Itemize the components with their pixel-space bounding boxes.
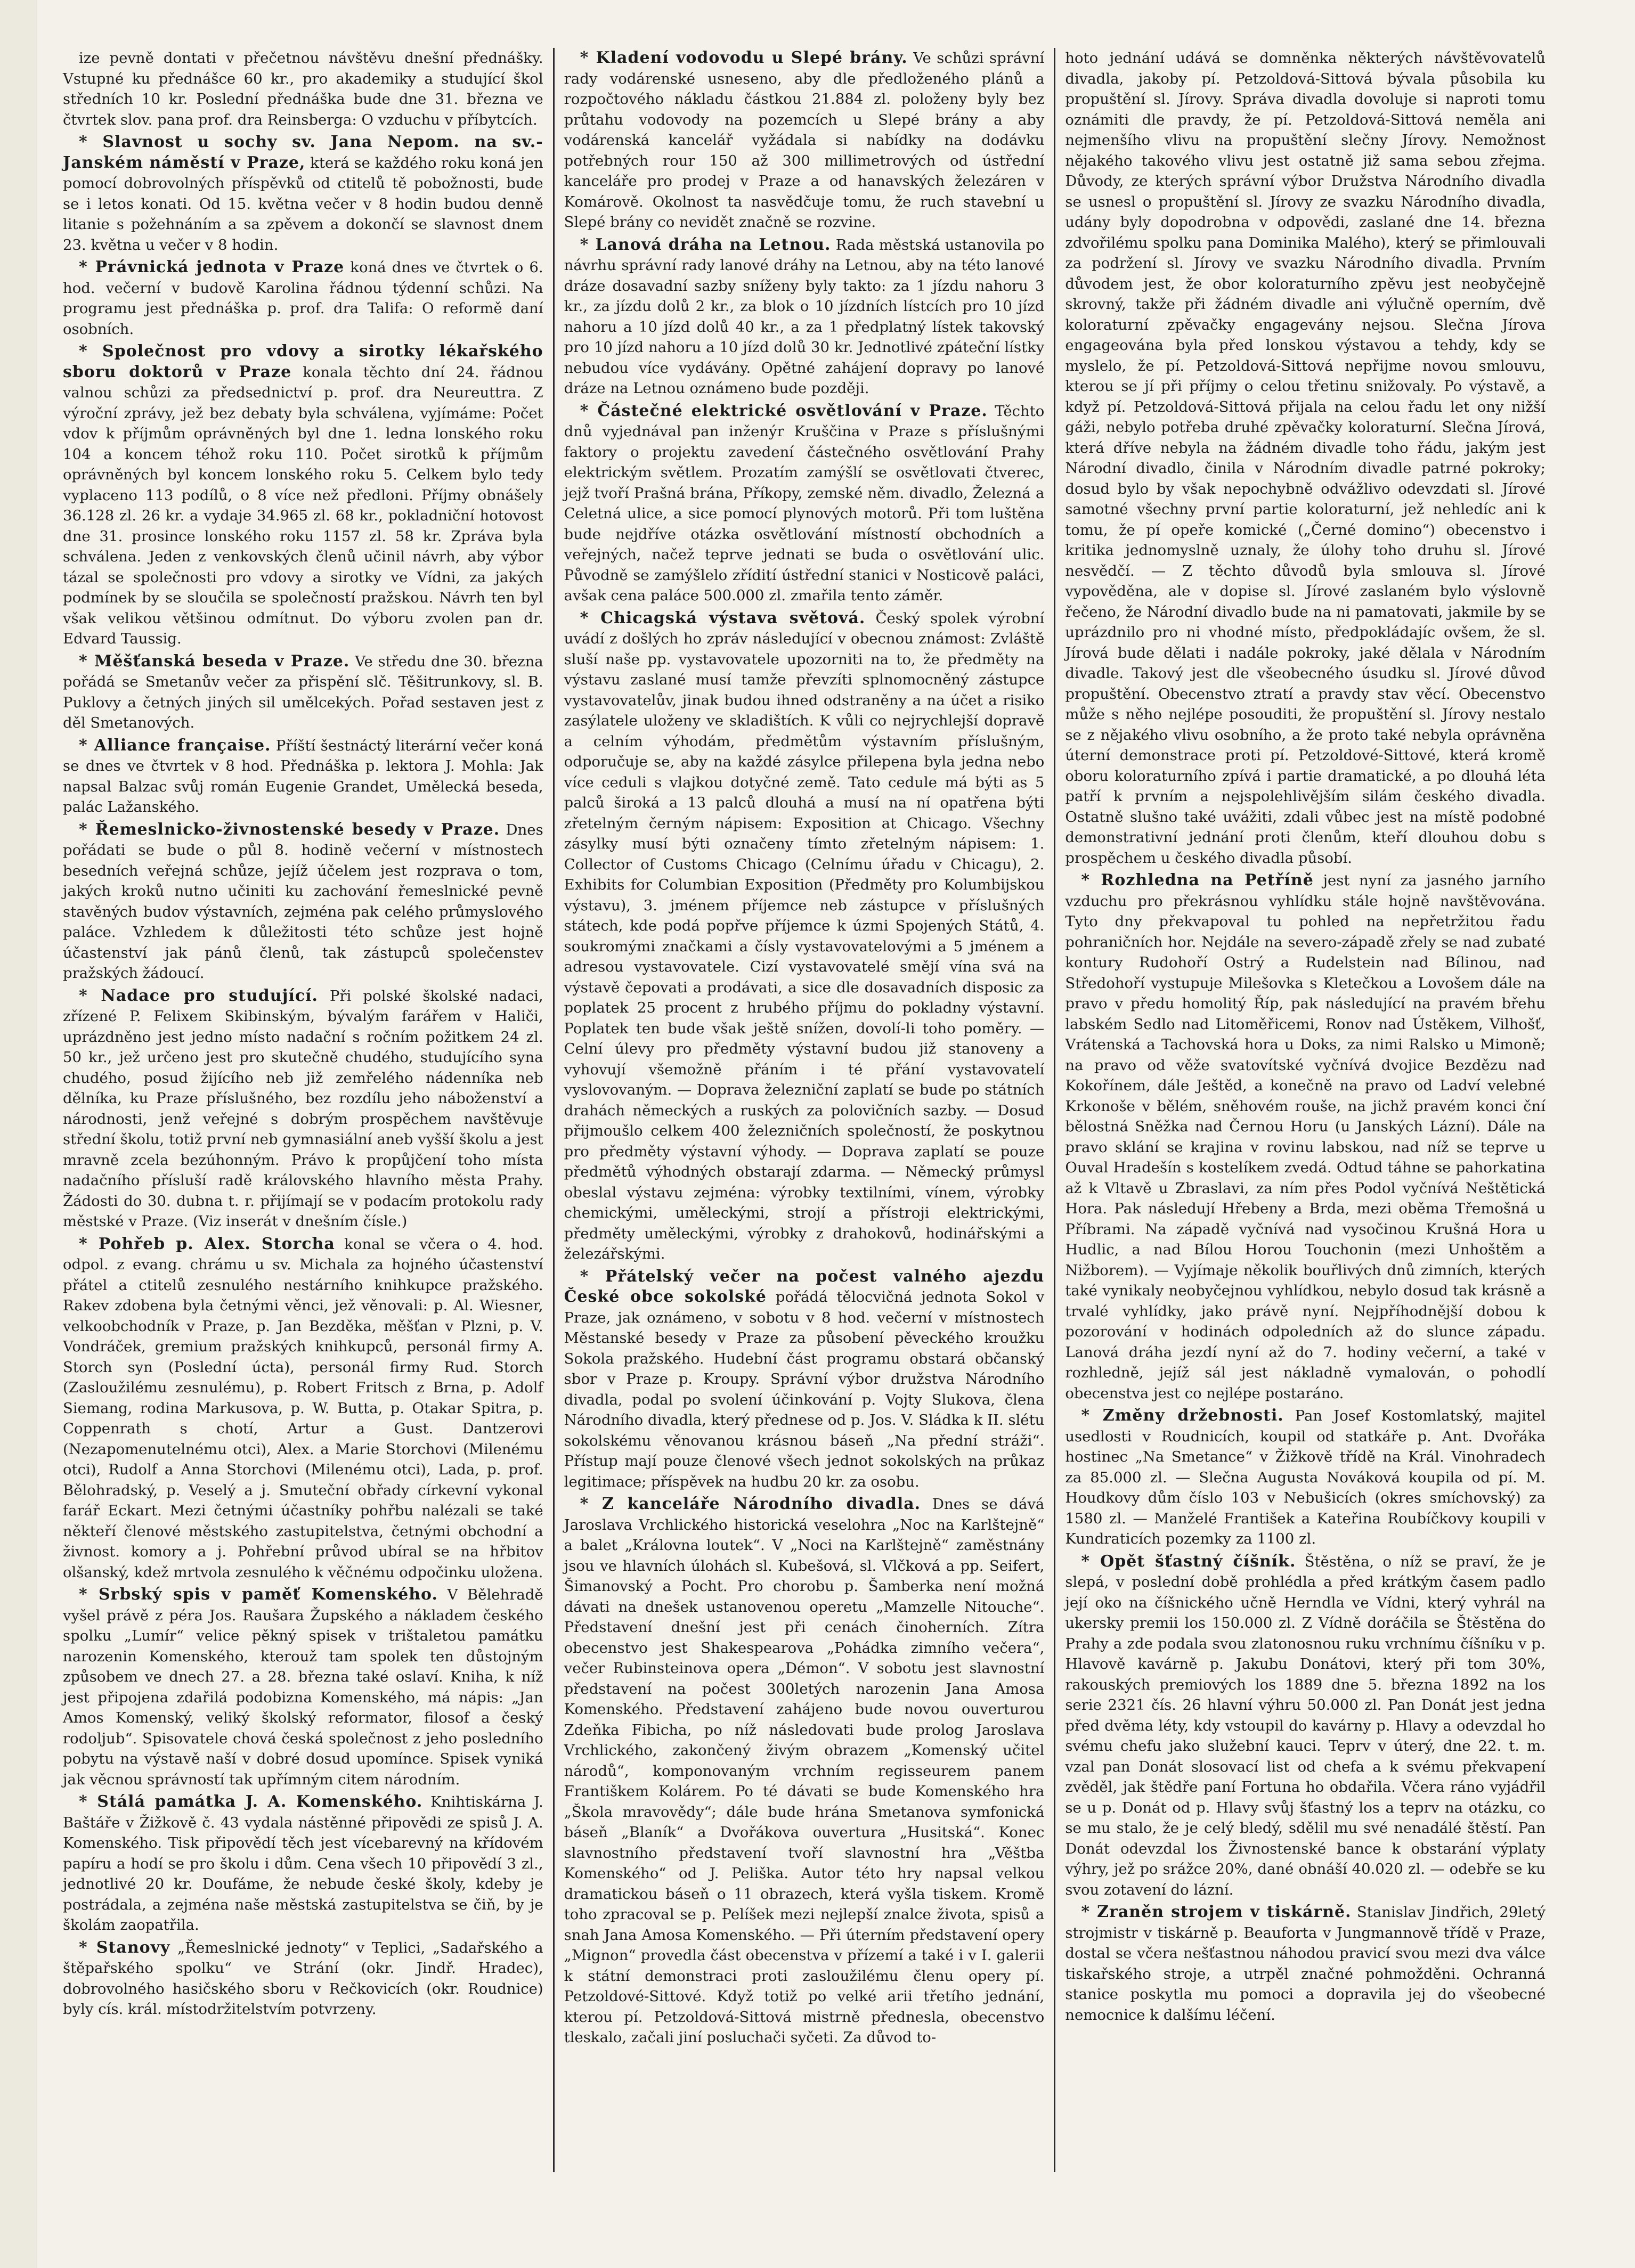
article-paragraph <box>63 820 543 984</box>
columns <box>53 48 1555 2172</box>
article-text: konala těchto dní 24. řádnou valnou schůzi za předsednictví p. prof. dra Neureuttra. Z výroční zprávy, jež bez debaty byla schválena, vyjímáme: Počet vdov k příjmům oprávněných byl dne 1. ledna lonského roku 104 a koncem téhož roku 110. Počet sirotků k příjmům oprávněných byl koncem lonského roku 5. Celkem bylo tedy vyplaceno 113 podílů, o 8 více než předloni. Příjmy obnášely 36.128 zl. 26 kr. a vydaje 34.965 zl. 68 kr., pokladniční hotovost dne 31. prosince lonského roku 1157 zl. 58 kr. Zpráva byla schválena. Jeden z venkovských členů učinil návrh, aby výbor tázal se společnosti pro vdovy a sirotky ve Vídni, za jakých podmínek by se sloučila se společností pražskou. Návrh ten byl však velikou většinou odmítnut. Do výboru zvolen pan dr. Edvard Taussig. <box>63 363 543 647</box>
article-headline: * Přátelský večer na počest valného ajezdu České obce sokolské <box>564 1267 1045 1306</box>
article-text: V Bělehradě vyšel právě z péra Jos. Raušara Župského a nákladem českého spolku „Lumír“ velice pěkný spisek v trištaletou památku narozenin Komenského, kterouž tam spolek ten důstojným způsobem ve dnech 27. a 28. března také oslaví. Kniha, k níž jest připojena zdařilá podobizna Komenského, má nápis: „Jan Amos Komenský, veliký školský reformator, filosof a český rodoljub“. Spisovatele chová česká společnost z jeho posledního pobytu na výstavě naší v dobré dosud upomínce. Spisek vyniká jak věcnou správností tak upřímným citem národním. <box>63 1586 543 1788</box>
article-headline: * Právnická jednota v Praze <box>79 258 345 276</box>
column-2 <box>555 48 1054 2172</box>
article-paragraph <box>1065 1902 1545 2025</box>
column-3 <box>1055 48 1555 2172</box>
article-paragraph <box>1065 1406 1545 1549</box>
article-text: hoto jednání udává se domněnka některých návštěvovatelů divadla, jakoby pí. Petzoldová-Sittová bývala působila ku propuštění sl. Jírovy. Správa divadla dovoluje si naproti tomu oznámiti dle pravdy, že pí. Petzoldová-Sittová neměla ani nejmenšího vlivu na propuštění slečny Jírovy. Nemožnost nějakého takového vlivu jest ostatně již sama sebou zřejma. Důvody, ze kterých správní výbor Družstva Národního divadla se usnesl o propuštění sl. Jírovy ze svazku Národního divadla, udány byly dopodrobna v odpovědi, zaslané dne 14. března zdvořilému spolku pana Dominika Malého), který se přimlouvali za podržení sl. Jírovy ve svazku Národního divadla. Prvním důvodem jest, že obor koloraturního zpěvu jest neobyčejně skrovný, takže při žádném divadle ani výlučně operním, dvě koloraturní zpěvačky engagevány nejsou. Slečna Jírova engageována byla před lonskou výstavou a tehdy, kdy se myslelo, že pí. Petzoldová-Sittová nepřijme novou smlouvu, kterou se jí při příjmy o celou třetinu snižovaly. Po výstavě, a když pí. Petzoldová-Sittová přijala na celou řadu let ony nižší gáži, nebylo potřeba druhé zpěvačky koloraturní. Slečna Jírová, která dříve nebyla na žádném divadle toho řádu, jakým jest Národní divadlo, činila v Národním divadle patrné pokroky; dosud bylo by však nepochybně odvážlivo odevzdati sl. Jírové samotné všechny první partie koloraturní, jež nehledíc ani k tomu, že pí opeře komické („Černé domino“) obecenstvo i kritika jednomyslně uznaly, že úlohy toho druhu sl. Jírové nesvědčí. — Z těchto důvodů byla smlouva sl. Jírové vypověděna, ale v dopise sl. Jírové zaslaném bylo výslovně řečeno, že Národní divadlo bude na ni pamatovati, jakmile by se uprázdnilo pro ni vhodné místo, předpokládajíc ovšem, že sl. Jírová bude dělati i nadále pokroky, jaké dělala v Národním divadle. Takový jest dle všeobecného úsudku sl. Jírové důvod propuštění. Obecenstvo ztratí a pravdy stav věcí. Obecenstvo může s něho nejlépe posouditi, že propuštění sl. Jírovy nestalo se z nějakého vlivu osobního, a že proto také nebyla oprávněna úterní demonstrace proti pí. Petzoldové-Sittové, která kromě oboru koloraturního zpívá i partie dramatické, a po dlouhá léta patří k prvním a nejspolehlivějším silám českého divadla. Ostatně slušno také uvážiti, zdali vůbec jest na místě podobné demonstrativní jednání proti členům, kteří dlouhou dobu s prospěchem u českého divadla působí. <box>1065 50 1546 867</box>
article-headline: * Zraněn strojem v tiskárně. <box>1081 1903 1352 1921</box>
article-paragraph <box>63 257 543 339</box>
article-text: Štěstěna, o níž se praví, že je slepá, v poslední době prohlédla a před krátkým časem padlo její oko na číšnického učně Herndla ve Vídni, který vyhrál na ukersky premii los 150.000 zl. Z Vídně doráčila se Štěstěna do Prahy a zde podala svou zlatonosnou ruku vrchnímu číšníku v p. Hlavově kavárně p. Jakubu Donátovi, který při tom 30%, rakouských premiových los 1889 dne 5. března 1892 na los serie 2321 čís. 26 hlavní výhru 50.000 zl. Pan Donát jest jedna před dvěma léty, kdy vstoupil do kavárny p. Hlavy a odevzdal ho svému chefu jako služební kauci. Teprv v úterý, dne 22. t. m. vzal pan Donát slosovací list od chefa a k svému překvapení zvěděl, jak štědře paní Fortuna ho obdařila. Včera ráno vyjádřil se u p. Donát od p. Hlavy svůj šťastný los a teprv na otázku, co se mu stalo, že je celý bledý, sdělil mu své nenadálé štěstí. Pan Donát odevzdal los Živnostenské bance k obstarání výplaty výhry, jež po srážce 20%, dané obnáší 40.020 zl. — odebře se ku svou zotavení do lázní. <box>1065 1553 1546 1898</box>
article-text: Ve schůzi správní rady vodárenské usneseno, aby dle předloženého plánů a rozpočtového nákladu částkou 21.884 zl. položeny byly bez průtahu vodovody na pozemcích u Slepé brány a aby vodárenská kancelář vyžádala si nabídky na dodávku potřebných rour 150 až 300 millimetrových od ústřední kanceláře pro prodej v Praze a od hanavských železáren v Komárově. Okolnost ta nasvědčuje tomu, že ruch stavební u Slepé brány co nevidět značně se rozvine. <box>564 50 1045 231</box>
article-text: Knihtiskárna J. Baštáře v Žižkově č. 43 vydala nástěnné připovědi ze spisů J. A. Komenského. Tisk připovědí těch jest vícebarevný na křídovém papíru a hodí se pro školu i dům. Cena všech 10 připovědí 3 zl., jednotlivé 20 kr. Doufáme, že nebude české školy, kdeby je postrádala, a zejména naše městská zastupitelstva se čiň, by je školám zaopatřila. <box>63 1793 543 1933</box>
article-paragraph <box>1065 870 1545 1404</box>
article-headline: * Rozhledna na Petříně <box>1081 871 1314 890</box>
article-headline: * Stálá památka J. A. Komenského. <box>79 1792 423 1811</box>
article-text: Ve středu dne 30. března pořádá se Smetanův večer za přispění slč. Těšitrunkovy, sl. B. Puklovy a četných jiných sil umělcekých. Pořad sestaven jest z děl Smetanových. <box>63 652 543 731</box>
article-paragraph <box>63 1938 543 2020</box>
article-headline: * Alliance française. <box>79 736 271 755</box>
article-headline: * Stanovy <box>79 1938 170 1957</box>
article-headline: * Pohřeb p. Alex. Storcha <box>79 1234 335 1253</box>
article-text: jest nyní za jasného jarního vzduchu pro překrásnou vyhlídku stále hojně navštěvována. Tyto dny překvapoval tu pohled na nepřetržitou řadu pohraničních hor. Nejdále na severo-západě zřely se nad zubaté kontury Rudohoří Ostrý a Rudelstein nad Bílinou, nad Středohoří vystupuje Milešovka s Kletečkou a Lovošem dále na pravo v předu homolitý Říp, pak následující na pravém břehu labském Sedlo nad Litoměřicemi, Ronov nad Ústěkem, Vilhošť, Vrátenská a Tachovská hora u Doks, za nimi Ralsko u Mimoně; na pravo od věže svatovítské vyčnívá dvojice Bezdězu nad Kokořínem, dále Ještěd, a konečně na pravo od Ladví velebné Krkonoše v bělém, sněhovém rouše, na jichž pravém konci ční bělostná Sněžka nad Černou Horu (u Janských Lázní). Dále na pravo sklání se krajina v rovinu labskou, nad níž se teprve u Ouval Hradešín s kostelíkem zvedá. Odtud táhne se pahorkatina až k Vltavě u Zbraslavi, za ním přes Podol vyčnívá Neštětická Hora. Pak následují Hřebeny a Brda, mezi oběma Třemošná u Příbrami. Na západě vyčnívá nad vysočinou Krušná Hora u Hudlic, a nad Bílou Horou Touchonin (mezi Unhoštěm a Nižborem). — Vyjímaje několik bouřlivých dnů zimních, kterých také vynikaly neobyčejnou vyhlídkou, nebylo dosud tak krásně a trvalé vyhlídky, jako právě nyní. Nejpříhodnější dobou k pozorování v hodinách odpoledních až do slunce západu. Lanová dráha jezdí nyní až do 7. hodiny večerní, a také v rozhledně, jejíž sál jest nákladně vymalován, o pohodlí obecenstva jest co nejlépe postaráno. <box>1065 872 1546 1402</box>
article-headline: * Srbský spis v paměť Komenského. <box>79 1585 438 1604</box>
article-headline: * Z kanceláře Národního divadla. <box>580 1495 921 1513</box>
article-headline: * Opět šťastný číšník. <box>1081 1552 1296 1571</box>
article-text: „Řemeslnické jednoty“ v Teplici, „Sadařského a štěpařského spolku“ ve Strání (okr. Jindř. Hradec), dobrovolného hasičského sboru v Rečkovicích (okr. Roudnice) byly cís. král. místodržitelstvím potvrzeny. <box>63 1939 543 2018</box>
article-text: koná dnes ve čtvrtek o 6. hod. večerní v budově Karolina řádnou týdenní schůzi. Na programu jest přednáška p. prof. dra Talifa: O reformě daní osobních. <box>63 259 543 338</box>
article-headline: * Slavnost u sochy sv. Jana Nepom. na sv.-Janském náměstí v Praze, <box>63 133 543 172</box>
article-text: Český spolek výrobní uvádí z došlých ho zpráv následující v obecnou známost: Zvláště sluší naše pp. vystavovatele upozorniti na to, že předměty na výstavu zaslané musí tamže převzíti splnomocněný zástupce vystavovatelův, jinak budou ihned odstraněny a na účet a risiko zasýlatele uloženy ve skladištích. K vůli co nejrychlejší dopravě a celním výhodám, předmětům výstavním příslušným, odporučuje se, aby na každé zásylce přilepena byla jedna nebo více ceduli s vlajkou dotyčné země. Tato cedule má býti as 5 palců široká a 13 palců dlouhá a musí na ní opatřena býti zřetelným černým nápisem: Exposition at Chicago. Všechny zásylky musí býti označeny tímto zřetelným nápisem: 1. Collector of Customs Chicago (Celnímu úřadu v Chicagu), 2. Exhibits for Columbian Exposition (Předměty pro Kolumbijskou výstavu), 3. jménem příjemce neb zástupce v příslušných státech, kde podá popřve příjemce k úzmi Spojených Států, 4. soukromými značkami a čísly vystavovatelovými a 5 jménem a adresou vystavovatele. Cizí vystavovatelé smějí vína svá na výstavě čepovati a prodávati, a sice dle dosavadních disposic za poplatek 25 procent z hrubého příjmu do pokladny výstavní. Poplatek ten bude však ještě snížen, dovolí-li toho poměry. — Celní úlevy pro předměty výstavní budou již stanoveny a vyhovují všemožně přáním i té přání vystavovatelí vyslovovaným. — Doprava železniční zaplatí se bude po státních drahách německých a ruských za polovičních sazby. — Dosud přijmoušlo celkem 400 železničních společností, že poskytnou pro předměty výstavní výhody. — Doprava zaplatí se pouze předmětů výhodných obstarají zdarma. — Německý průmysl obeslal výstavu zejména: výrobky textilními, vínem, výrobky chemickými, uměleckými, strojí a přístroji elektrickými, předměty uměleckými, výrobky z drahokovů, hodinářskými a železářskými. <box>564 609 1045 1262</box>
article-headline: * Nadace pro studující. <box>79 986 318 1005</box>
article-text: Při polské školské nadaci, zřízené P. Felixem Skibinským, bývalým farářem v Haliči, uprázdněno jest jedno místo nadační s ročním požitkem 24 zl. 50 kr., jež určeno jest pro skutečně chudého, studujícího syna chudého, posud žijícího neb již zemřelého nádenníka neb dělníka, ku Praze příslušného, bez rozdílu jeho náboženství a národnosti, jenž veřejné s dobrým prospěchem navštěvuje střední školu, totiž první neb gymnasiální aneb vyšší školu a jest mravně zcela bezúhonným. Právo k propůjčení toho místa nadačního přísluší radě královského hlavního města Prahy. Žádosti do 30. dubna t. r. přijímají se v podacím protokolu rady městské v Praze. (Viz inserát v dnešním čísle.) <box>63 987 543 1230</box>
article-paragraph <box>564 1267 1045 1492</box>
article-paragraph <box>564 48 1045 233</box>
article-text: ize pevně dontati v přečetnou návštěvu dnešní přednášky. Vstupné ku přednášce 60 kr., pro akademiky a studující škol středních 10 kr. Poslední přednáška bude dne 31. března ve čtvrtek slov. pana prof. dra Reinsberga: O vzduchu v příbytcích. <box>63 50 543 128</box>
article-paragraph <box>63 651 543 733</box>
article-paragraph <box>63 1792 543 1936</box>
article-paragraph <box>63 132 543 255</box>
article-headline: * Částečné elektrické osvětlování v Praze. <box>580 401 988 420</box>
article-paragraph <box>63 736 543 818</box>
article-paragraph <box>1065 48 1545 868</box>
article-text: Příští šestnáctý literární večer koná se dnes ve čtvrtek v 8 hod. Přednáška p. lektora J. Mohla: Jak napsal Balzac svůj román Eugenie Grandet, Umělecká beseda, palác Lažanského. <box>63 737 543 815</box>
article-headline: * Kladení vodovodu u Slepé brány. <box>580 48 908 67</box>
article-paragraph <box>564 235 1045 399</box>
article-text: Rada městská ustanovila po návrhu správní rady lanové dráhy na Letnou, aby na této lanové dráze dosavadní sazby sníženy byly takto: za 1 jízdu nahoru 3 kr., za jízdu dolů 2 kr., za blok o 10 jízdních lístcích pro 10 jízd nahoru a 10 jízd dolů 40 kr., a za 1 předplatný lístek takovský pro 10 jízd nahoru a 10 jízd dolů 30 kr. Jednotlivé zpáteční lístky nebudou více vydávány. Opětné zahájení dopravy po lanové dráze na Letnou oznámeno bude později. <box>564 236 1045 397</box>
article-paragraph <box>63 986 543 1232</box>
article-paragraph <box>63 1585 543 1790</box>
article-headline: * Chicagská výstava světová. <box>580 608 866 627</box>
article-headline: * Řemeslnicko-živnostenské besedy v Praze. <box>79 820 500 839</box>
article-text: Stanislav Jindřich, 29letý strojmistr v tiskárně p. Beaufortа v Jungmannově třídě v Praze, dostal se včera nešťastnou náhodou pravicí svou mezi dva válce tiskařského stroje, a utrpěl značné pohmožděni. Ochranná stanice poskytla mu pomoci a dopravila jej do všeobecné nemocnice k dalšímu léčení. <box>1065 1904 1546 2024</box>
article-text: konal se včera o 4. hod. odpol. z evang. chrámu u sv. Michala za hojného účastenství přátel a ctitelů zesnulého nestárního knihkupce pražského. Rakev zdobena byla četnými věnci, jež věnovali: p. Al. Wiesner, velkoobchodník v Praze, p. Jan Bezděka, měšťan v Plzni, p. V. Vondráček, gremium pražských knihkupců, personál firmy A. Storch syn (Poslední úcta), personál firmy Rud. Storch (Zasloužilému zesnulému), p. Robert Fritsch z Brna, p. Adolf Siemang, rodina Markusova, p. W. Butta, p. Otakar Spitra, p. Coppenrath s chotí, Artur a Gust. Dantzerovi (Nezapomenutelnému otci), Alex. a Marie Storchovi (Milenému otci), Rudolf a Anna Storchovi (Milenému otci), Lada, p. prof. Bělohradský, p. Veselý a j. Smuteční obřady církevní vykonal farář Eckart. Mezi četnými účastníky pohřbu nalézali se také někteří členové městského zastupitelstva, četnými obchodní a živnost. komory a j. Pohřební průvod ubíral se na hřbitov olšanský, kdež mrtvola zesnulého k věčnému odpočinku uložena. <box>63 1235 543 1581</box>
article-paragraph <box>63 48 543 130</box>
article-text: pořádá tělocvičná jednota Sokol v Praze, jak oznámeno, v sobotu v 8 hod. večerní v místnostech Městanské besedy v Praze za působení pěveckého kroužku Sokola pražského. Hudební část programu obstará občanský sbor v Praze p. Kroupy. Správní výbor družstva Národního divadla, podal po svolení účinkování p. Vojty Slukova, člena Národního divadla, který přednese od p. Jos. V. Sládka k II. slétu sokolskému věnovanou krásnou báseň „Na přední stráži“. Přístup mají pouze členové všech jednot sokolských na průkaz legitimace; příspěvek na hudbu 20 kr. za osobu. <box>564 1288 1045 1490</box>
article-headline: * Měšťanská beseda v Praze. <box>79 651 350 671</box>
article-headline: * Lanová dráha na Letnou. <box>580 235 831 254</box>
article-text: Dnes pořádati se bude o půl 8. hodině večerní v místnostech besedních veřejná schůze, jejíž účelem jest rozprava o tom, jakých kroků nutno učiniti ku zachování řemeslnické pevně stavěných budov výstavních, zejména pak celého průmyslového paláce. Vzhledem k důležitosti této schůze jest hojně účastenství jak pánů členů, tak zástupců společenstev pražských žádoucí. <box>63 821 543 982</box>
column-1 <box>53 48 553 2172</box>
article-paragraph <box>564 1494 1045 2048</box>
article-text: Pan Josef Kostomlatský, majitel usedlosti v Roudnicích, koupil od statkáře p. Ant. Dvořáka hostinec „Na Smetance“ v Žižkově třídě na Král. Vinohradech za 85.000 zl. — Slečna Augusta Nováková koupila od pí. M. Houdkovy dům číslo 103 v Nebušicích (okres smíchovský) za 1580 zl. — Manželé František a Kateřina Roubíčkovy koupili v Kundraticích pozemky za 1100 zl. <box>1065 1407 1546 1547</box>
article-paragraph <box>63 341 543 649</box>
article-text: Těchto dnů vyjednával pan inženýr Kruščina v Praze s příslušnými faktory o projektu zavedení částečného osvětlování Prahy elektrickým světlem. Prozatím zamýšlí se osvětlovati čtverec, jejž tvoří Prašná brána, Příkopy, zemské něm. divadlo, Železná a Celetná ulice, a sice pomocí plynových motorů. Při tom luštěna bude nejdříve otázka osvětlování místností obchodních a veřejných, načež teprve jednati se buda o osvětlování ulic. Původně se zamýšlelo zřídití ústřední stanici v Nosticově paláci, avšak cena paláce 500.000 zl. zmařila tento záměr. <box>564 402 1045 604</box>
page-edge <box>0 0 37 2268</box>
article-paragraph <box>564 608 1045 1264</box>
article-headline: * Změny držebnosti. <box>1081 1406 1284 1425</box>
article-headline: * Společnost pro vdovy a sirotky lékařského sboru doktorů v Praze <box>63 342 543 381</box>
article-paragraph <box>63 1234 543 1583</box>
article-text: Dnes se dává Jaroslava Vrchlického historická veselohra „Noc na Karlštejně“ a balet „Královna loutek“. V „Noci na Karlštejně“ zaměstnány jsou ve hlavních úlohách sl. Kubešová, sl. Vlčková a pp. Seifert, Šimanovský a Pocht. Pro chorobu p. Šamberka není možná dávati na dnešek ustanovenou operetu „Mamzelle Nitouche“. Představení dnešní jest při cenách činoherních. Zítra obecenstvo jest Shakespearova „Pohádka zimního večera“, večer Rubinsteinova opera „Démon“. V sobotu jest slavnostní představení na počest 300letých narozenin Jana Amosa Komenského. Představení zahájeno bude novou ouverturou Zdeňka Fibicha, po níž následovati bude prolog Jaroslava Vrchlického, zakončený živým obrazem „Komenský učitel národů“, komponovaným vrchním regisseurem panem Františkem Kolárem. Po té dávati se bude Komenského hra „Škola mravovědy“; dále bude hrána Smetanova symfonická báseň „Blaník“ a Dvořákova ouvertura „Husitská“. Konec slavnostního představení tvoří slavnostní hra „Věštba Komenského“ od J. Peliška. Autor této hry napsal velkou dramatickou báseň o 11 obrazech, která vyšla tiskem. Kromě toho zpracoval se p. Pelíšek mezi nejlepší znalce života, spisů a snah Jana Amosa Komenského. — Při úterním představení opery „Mignon“ provedla část obecenstva v přízemí a také i v I. galerii k státní demonstraci proti zasloužilému členu opery pí. Petzoldové-Sittové. Když totiž po velké arii třetího jednání, kterou pí. Petzoldová-Sittová mistrně přednesla, obecenstvo tleskalo, začali jiní posluchači syčeti. Za důvod to- <box>564 1496 1045 2046</box>
article-paragraph <box>564 401 1045 606</box>
article-text: která se každého roku koná jen pomocí dobrovolných příspěvků od ctitelů tě pobožnosti, bude se i letos konati. Od 15. května večer v 8 hodin budou denně litanie s požehnáním a sa zpěvem a dokončí se slavnost dnem 23. května u večer v 8 hodin. <box>63 154 543 254</box>
article-paragraph <box>1065 1552 1545 1900</box>
